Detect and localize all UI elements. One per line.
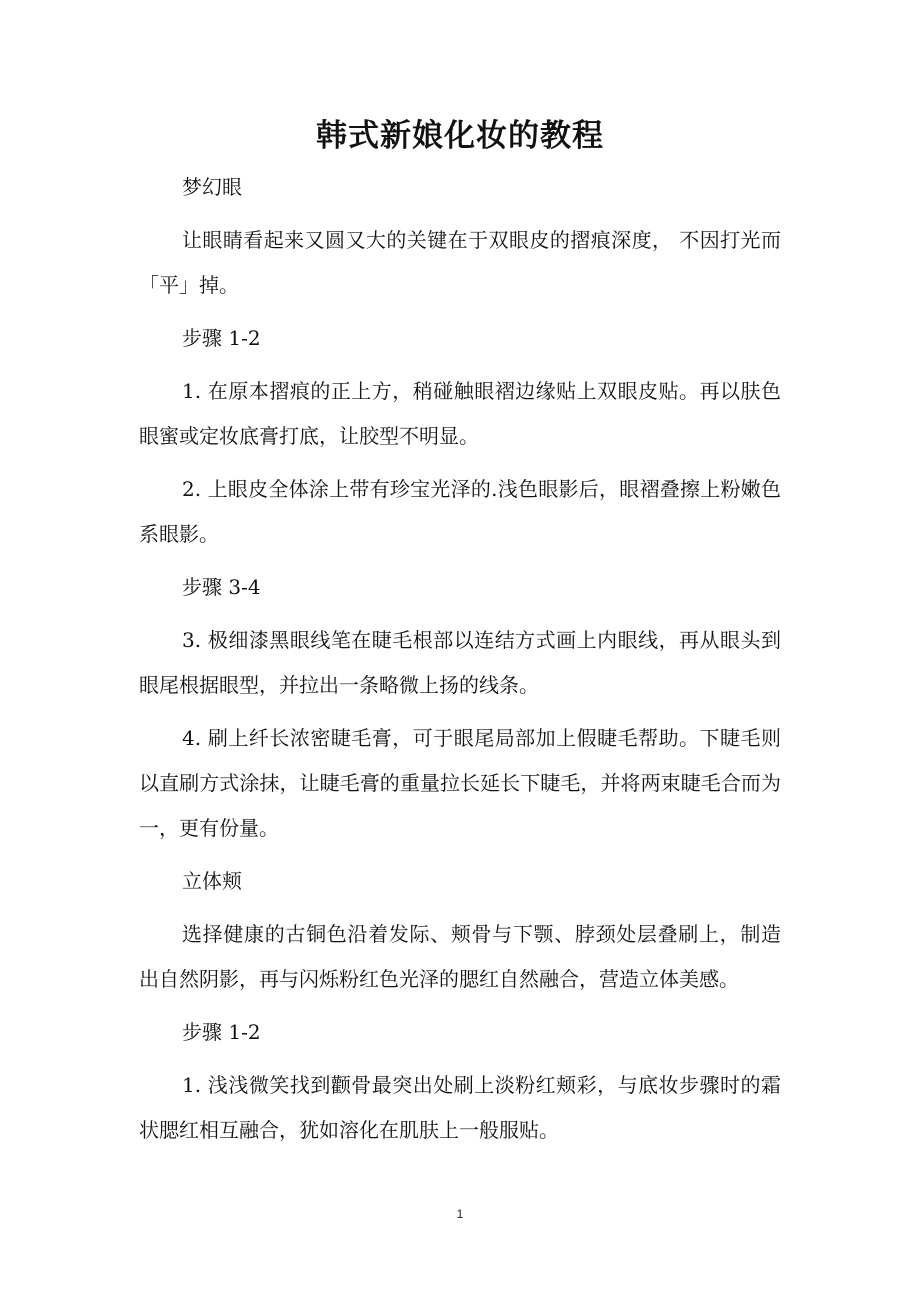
cheek-step-1-text: 1. 浅浅微笑找到颧骨最突出处刷上淡粉红颊彩，与底妆步骤时的霜状腮红相互融合，犹如溶化在肌肤上一般服贴。 (139, 1073, 781, 1142)
section-heading-contoured-cheeks: 立体颊 (182, 869, 242, 893)
step-heading-1-2: 步骤 1-2 (182, 326, 261, 350)
section-heading-dreamy-eyes: 梦幻眼 (182, 175, 242, 199)
page-number: 1 (456, 1207, 464, 1221)
step-1-text: 1. 在原本摺痕的正上方，稍碰触眼褶边缘贴上双眼皮贴。再以肤色眼蜜或定妆底膏打底，让胶型不明显。 (139, 379, 781, 448)
document-body (139, 165, 781, 1161)
paragraph-intro-cheeks: 选择健康的古铜色沿着发际、颊骨与下颚、脖颈处层叠刷上，制造出自然阴影，再与闪烁粉红色光泽的腮红自然融合，营造立体美感。 (139, 922, 781, 991)
document-title: 韩式新娘化妆的教程 (316, 118, 604, 154)
cheek-step-heading-1-2: 步骤 1-2 (182, 1020, 261, 1044)
paragraph-intro-eyes: 让眼睛看起来又圆又大的关键在于双眼皮的摺痕深度， 不因打光而「平」掉。 (139, 228, 781, 297)
step-2-text: 2. 上眼皮全体涂上带有珍宝光泽的.浅色眼影后，眼褶叠擦上粉嫩色系眼影。 (139, 477, 781, 546)
step-4-text: 4. 刷上纤长浓密睫毛膏，可于眼尾局部加上假睫毛帮助。下睫毛则以直刷方式涂抹，让睫毛膏的重量拉长延长下睫毛，并将两束睫毛合而为一，更有份量。 (139, 726, 781, 840)
step-3-text: 3. 极细漆黑眼线笔在睫毛根部以连结方式画上内眼线，再从眼头到眼尾根据眼型，并拉出一条略微上扬的线条。 (139, 628, 781, 697)
step-heading-3-4: 步骤 3-4 (182, 575, 261, 599)
